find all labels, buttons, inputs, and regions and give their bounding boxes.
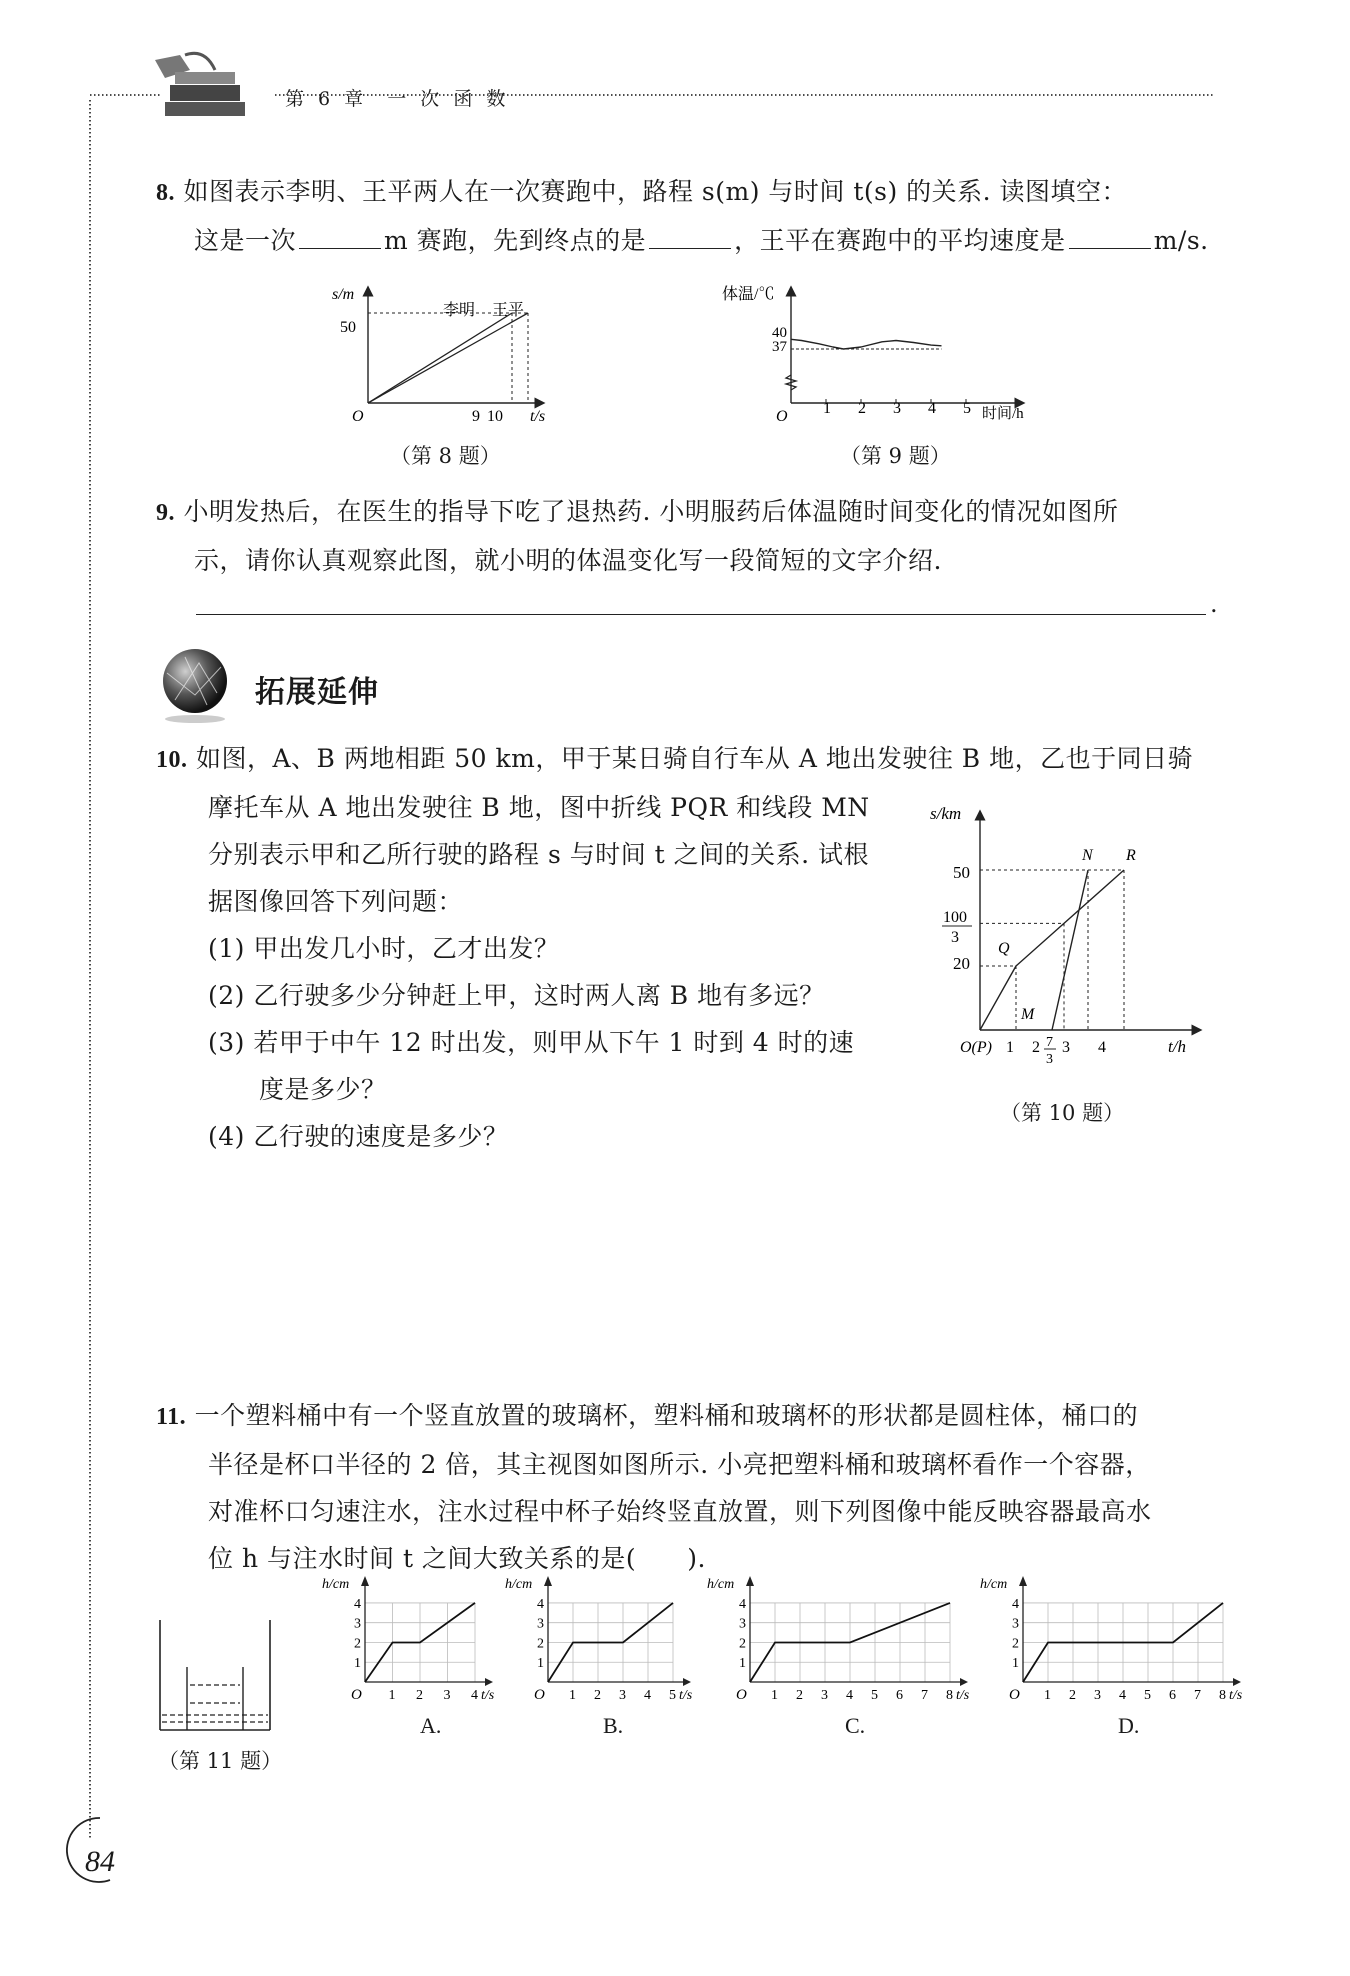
- question-text: 分别表示甲和乙所行驶的路程 s 与时间 t 之间的关系. 试根: [208, 840, 870, 869]
- x-tick-label: 6: [1169, 1688, 1176, 1702]
- y-axis-label: h/cm: [707, 1577, 735, 1592]
- question-number: 11.: [156, 1404, 187, 1430]
- question-text: 半径是杯口半径的 2 倍，其主视图如图所示. 小亮把塑料桶和玻璃杯看作一个容器，: [208, 1450, 1151, 1479]
- question-11: [156, 1392, 1236, 1582]
- globe-icon: [155, 645, 235, 725]
- point-label: M: [1021, 1006, 1035, 1023]
- answer-line[interactable]: [196, 614, 1206, 615]
- x-tick-label: 3: [619, 1688, 626, 1702]
- answer-blank[interactable]: [299, 223, 381, 249]
- figure-caption: （第 10 题）: [1000, 1101, 1125, 1125]
- y-tick-label: 37: [772, 339, 787, 355]
- x-axis-label: t/h: [1168, 1037, 1186, 1056]
- question-number: 10.: [156, 747, 188, 773]
- series-line: [368, 313, 528, 403]
- y-tick-label: 3: [739, 1616, 746, 1632]
- x-tick-label: 2: [858, 400, 866, 417]
- x-axis-label: t/s: [679, 1688, 693, 1702]
- x-axis-label: t/s: [481, 1688, 495, 1702]
- question-number: 8.: [156, 180, 175, 206]
- y-axis-label: h/cm: [322, 1577, 350, 1592]
- x-tick-label: 1: [1044, 1688, 1051, 1702]
- question-text: 对准杯口匀速注水，注水过程中杯子始终竖直放置，则下列图像中能反映容器最高水: [208, 1497, 1152, 1526]
- figure-caption: （第 8 题）: [390, 444, 501, 468]
- y-tick-label: 3: [354, 1616, 361, 1632]
- y-axis-arrow: [361, 1576, 369, 1586]
- y-tick-label: 2: [354, 1636, 361, 1652]
- x-tick-label: 2: [594, 1688, 601, 1702]
- x-tick-label: 5: [669, 1688, 676, 1702]
- x-tick-label: 1: [569, 1688, 576, 1702]
- q9-chart: [720, 285, 1050, 425]
- x-tick-label: 6: [896, 1688, 903, 1702]
- answer-blank[interactable]: [649, 223, 731, 249]
- figure-caption: （第 11 题）: [158, 1749, 283, 1773]
- origin-label: O: [351, 1687, 362, 1702]
- x-tick-label: 2: [1032, 1039, 1040, 1056]
- x-tick-label: 4: [846, 1688, 853, 1702]
- x-axis-label: 时间/h: [982, 406, 1024, 422]
- question-text: 据图像回答下列问题：: [208, 887, 464, 916]
- x-tick-label: 2: [416, 1688, 423, 1702]
- y-axis-label: h/cm: [980, 1577, 1008, 1592]
- option-chart-a: [320, 1572, 500, 1702]
- x-tick-label: 3: [1062, 1039, 1070, 1056]
- origin-label: O: [1009, 1687, 1020, 1702]
- x-tick-label: 4: [471, 1688, 478, 1702]
- option-label[interactable]: B.: [603, 1713, 624, 1738]
- sub-question: (3) 若甲于中午 12 时出发，则甲从下午 1 时到 4 时的速: [208, 1028, 855, 1057]
- question-text: 如图表示李明、王平两人在一次赛跑中，路程 s(m) 与时间 t(s) 的关系. 读图填空：: [183, 177, 1128, 206]
- x-tick-label: 8: [1219, 1688, 1226, 1702]
- question-text: ，王平在赛跑中的平均速度是: [734, 226, 1066, 255]
- option-label[interactable]: A.: [420, 1713, 442, 1738]
- y-tick-label: 3: [1012, 1616, 1019, 1632]
- origin-label: O: [352, 408, 364, 425]
- y-axis-label: h/cm: [505, 1577, 533, 1592]
- origin-label: O: [776, 408, 788, 425]
- x-tick-label: 4: [644, 1688, 651, 1702]
- origin-label: O: [736, 1687, 747, 1702]
- x-tick-label: 7: [1046, 1035, 1053, 1050]
- x-tick-label: 1: [1006, 1039, 1014, 1056]
- sub-question: (1) 甲出发几小时，乙才出发？: [208, 934, 560, 963]
- question-text: 一个塑料桶中有一个竖直放置的玻璃杯，塑料桶和玻璃杯的形状都是圆柱体，桶口的: [194, 1401, 1139, 1430]
- y-axis-label: s/km: [930, 805, 962, 823]
- sub-question: (4) 乙行驶的速度是多少？: [208, 1122, 509, 1151]
- y-tick-label: 2: [739, 1636, 746, 1652]
- y-tick-label: 50: [340, 319, 356, 336]
- x-tick-label: 1: [771, 1688, 778, 1702]
- y-tick-label: 1: [354, 1656, 361, 1672]
- y-tick-label: 1: [1012, 1656, 1019, 1672]
- figure-caption: （第 9 题）: [840, 444, 951, 468]
- question-text: m/s.: [1153, 226, 1209, 255]
- option-chart-b: [503, 1572, 698, 1702]
- y-axis-arrow: [1019, 1576, 1027, 1586]
- x-tick-label: 5: [1144, 1688, 1151, 1702]
- question-text: m 赛跑，先到终点的是: [384, 226, 647, 255]
- q10-chart: [925, 805, 1205, 1075]
- temperature-curve: [791, 339, 942, 349]
- x-tick-label: 4: [928, 400, 936, 417]
- x-axis-label: t/s: [1229, 1688, 1243, 1702]
- y-tick-label: 4: [1012, 1596, 1019, 1612]
- books-logo-icon: [145, 50, 255, 130]
- x-axis-arrow: [683, 1678, 691, 1686]
- x-axis-label: t/s: [530, 408, 546, 425]
- question-text: 如图，A、B 两地相距 50 km，甲于某日骑自行车从 A 地出发驶往 B 地，乙也于同日骑: [195, 744, 1194, 773]
- x-tick-label: 4: [1098, 1039, 1106, 1056]
- answer-blank[interactable]: [1069, 223, 1151, 249]
- x-tick-label: 3: [893, 400, 901, 417]
- y-axis-arrow: [544, 1576, 552, 1586]
- y-tick-label: 3: [951, 929, 959, 946]
- section-title: 拓展延伸: [255, 675, 379, 710]
- origin-label: O: [534, 1687, 545, 1702]
- question-text: 示，请你认真观察此图，就小明的体温变化写一段简短的文字介绍.: [194, 546, 942, 575]
- x-tick-label: 1: [823, 400, 831, 417]
- x-tick-label: 1: [388, 1688, 396, 1702]
- x-tick-label: 3: [1046, 1052, 1053, 1067]
- y-tick-label: 4: [354, 1596, 361, 1612]
- y-tick-label: 3: [537, 1616, 544, 1632]
- x-tick-label: 2: [1069, 1688, 1076, 1702]
- series-label: 李明: [443, 302, 476, 319]
- x-axis-arrow: [1233, 1678, 1241, 1686]
- chapter-title: 一 次 函 数: [387, 88, 510, 110]
- bucket-cup-diagram: [150, 1615, 280, 1735]
- question-text: 摩托车从 A 地出发驶往 B 地，图中折线 PQR 和线段 MN: [208, 793, 870, 822]
- x-axis-arrow: [960, 1678, 968, 1686]
- x-tick-label: 9: [472, 408, 480, 425]
- question-text: 这是一次: [194, 226, 297, 255]
- x-tick-label: 4: [1119, 1688, 1126, 1702]
- y-axis-label: 体温/℃: [722, 286, 775, 303]
- q8-chart: [320, 285, 580, 425]
- y-axis-arrow: [746, 1576, 754, 1586]
- y-tick-label: 2: [537, 1636, 544, 1652]
- option-label[interactable]: C.: [845, 1713, 866, 1738]
- question-text: 小明发热后，在医生的指导下吃了退热药. 小明服药后体温随时间变化的情况如图所: [183, 497, 1119, 526]
- question-text: 位 h 与注水时间 t 之间大致关系的是( ).: [208, 1544, 706, 1573]
- sub-question: 度是多少？: [259, 1075, 387, 1104]
- end-mark: .: [1210, 590, 1218, 618]
- mn-line: [1052, 870, 1088, 1030]
- y-tick-label: 100: [943, 909, 967, 926]
- y-tick-label: 20: [953, 954, 970, 973]
- y-tick-label: 1: [739, 1656, 746, 1672]
- x-tick-label: 7: [1194, 1688, 1201, 1702]
- x-axis-label: t/s: [956, 1688, 970, 1702]
- y-axis-label: s/m: [332, 286, 355, 303]
- x-tick-label: 7: [921, 1688, 928, 1702]
- option-label[interactable]: D.: [1118, 1713, 1140, 1738]
- sub-question: (2) 乙行驶多少分钟赶上甲，这时两人离 B 地有多远？: [208, 981, 825, 1010]
- x-tick-label: 3: [821, 1688, 828, 1702]
- y-tick-label: 2: [1012, 1636, 1019, 1652]
- page-number: 84: [85, 1845, 115, 1878]
- y-tick-label: 1: [537, 1656, 544, 1672]
- option-chart-d: [978, 1572, 1248, 1702]
- point-label: R: [1126, 847, 1136, 864]
- x-tick-label: 5: [871, 1688, 878, 1702]
- x-tick-label: 5: [963, 400, 971, 417]
- series-line: [368, 313, 512, 403]
- question-9: [156, 488, 1236, 584]
- y-tick-label: 4: [739, 1596, 746, 1612]
- x-tick-label: 2: [796, 1688, 803, 1702]
- y-tick-label: 40: [772, 325, 787, 341]
- x-tick-label: 3: [443, 1688, 451, 1702]
- x-tick-label: 3: [1094, 1688, 1101, 1702]
- x-tick-label: 10: [487, 408, 503, 425]
- y-tick-label: 4: [537, 1596, 544, 1612]
- x-axis-arrow: [485, 1678, 493, 1686]
- x-tick-label: 8: [946, 1688, 953, 1702]
- origin-label: O(P): [960, 1039, 992, 1056]
- point-label: Q: [998, 940, 1010, 957]
- series-label: 王平: [492, 302, 525, 319]
- question-8: [156, 168, 1236, 264]
- y-tick-label: 50: [953, 863, 970, 882]
- point-label: N: [1082, 847, 1093, 864]
- question-number: 9.: [156, 500, 175, 526]
- margin-rule: [80, 90, 100, 1850]
- chapter-label: 第 6 章: [285, 88, 368, 110]
- option-chart-c: [705, 1572, 975, 1702]
